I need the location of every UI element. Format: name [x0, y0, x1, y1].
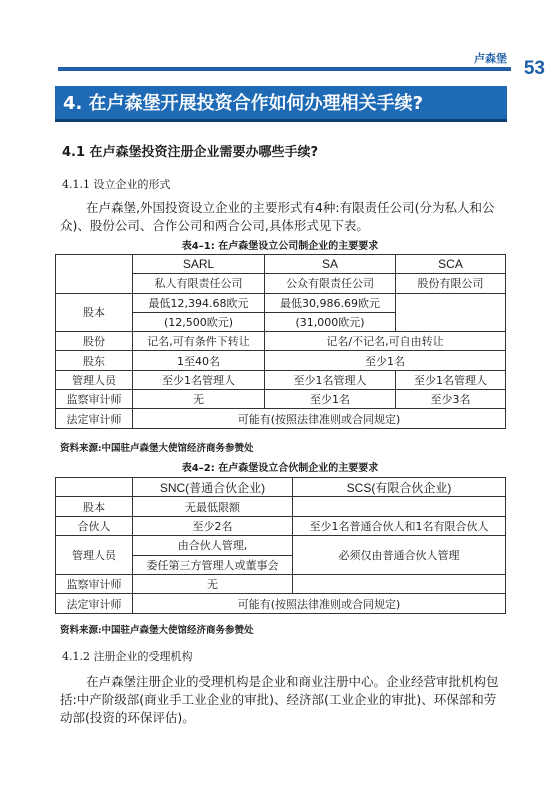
table-cell: 记名,可有条件下转让 [133, 332, 265, 351]
table-cell: 监察审计师 [56, 574, 133, 593]
table-cell: 可能有(按照法律准则或合同规定) [133, 594, 506, 613]
table-cell: 私人有限责任公司 [133, 274, 265, 293]
table-cell: SA [265, 255, 396, 274]
table-row [56, 255, 506, 274]
table-row [56, 594, 506, 613]
table-row [56, 390, 506, 409]
table-cell: 公众有限责任公司 [265, 274, 396, 293]
subsection-title-411: 4.1.1 设立企业的形式 [62, 178, 171, 191]
table-cell: 至少1名 [265, 351, 506, 370]
table-cell [56, 274, 133, 293]
table-cell: 必须仅由普通合伙人管理 [293, 536, 506, 575]
table-row [56, 574, 506, 593]
table-cell: 至少1名 [265, 390, 396, 409]
table-cell: 最低12,394.68欧元 [133, 293, 265, 312]
table-cell [56, 255, 133, 274]
paragraph-412: 在卢森堡注册企业的受理机构是企业和商业注册中心。企业经营审批机构包括:中产阶级部(商业手工业企业的审批)、经济部(工业企业的审批)、环保部和劳动部(投资的环保评估)。 [60, 674, 499, 725]
table-cell: 无 [133, 390, 265, 409]
table-cell [56, 478, 133, 497]
table-row [56, 516, 506, 535]
table-row [56, 293, 506, 312]
table-cell: 至少3名 [396, 390, 506, 409]
table-cell: 可能有(按照法律准则或合同规定) [133, 409, 506, 428]
table-cell [396, 293, 506, 332]
table-partnership-forms [55, 477, 506, 614]
subsection-title-412: 4.1.2 注册企业的受理机构 [62, 650, 193, 663]
chapter-title: 4. 在卢森堡开展投资合作如何办理相关手续? [55, 86, 507, 122]
table-cell [293, 574, 506, 593]
table-cell: SCS(有限合伙企业) [293, 478, 506, 497]
table-cell: 合伙人 [56, 516, 133, 535]
table-cell: 法定审计师 [56, 409, 133, 428]
table-row [56, 351, 506, 370]
table-row [56, 332, 506, 351]
header-rule [58, 67, 511, 71]
table-cell: 委任第三方管理人或董事会 [133, 555, 293, 574]
table-cell: 股份 [56, 332, 133, 351]
table-cell: 股东 [56, 351, 133, 370]
table-cell: 至少1名管理人 [265, 370, 396, 389]
table-row [56, 370, 506, 389]
table2-source: 资料来源:中国驻卢森堡大使馆经济商务参赞处 [60, 625, 254, 636]
paragraph-411: 在卢森堡,外国投资设立企业的主要形式有4种:有限责任公司(分为私人和公众)、股份公司、合作公司和两合公司,具体形式见下表。 [60, 200, 495, 233]
table-cell: 最低30,986.69欧元 [265, 293, 396, 312]
table-cell: 无 [133, 574, 293, 593]
table-cell: (12,500欧元) [133, 312, 265, 331]
table-row [56, 497, 506, 516]
table-cell: 至少2名 [133, 516, 293, 535]
table-row [56, 409, 506, 428]
table-row [56, 536, 506, 555]
table-row [56, 478, 506, 497]
header-brand: 卢森堡 [474, 52, 507, 65]
table1-caption: 表4–1: 在卢森堡设立公司制企业的主要要求 [181, 241, 379, 252]
table-cell: SCA [396, 255, 506, 274]
table-cell: (31,000欧元) [265, 312, 396, 331]
page-number: 53 [523, 58, 545, 79]
table-cell: 记名/不记名,可自由转让 [265, 332, 506, 351]
table-cell: 至少1名管理人 [396, 370, 506, 389]
table-cell: 至少1名普通合伙人和1名有限合伙人 [293, 516, 506, 535]
table-cell: 股本 [56, 497, 133, 516]
table-row [56, 274, 506, 293]
table-cell: 股本 [56, 293, 133, 332]
table-cell: SARL [133, 255, 265, 274]
table-cell: 由合伙人管理, [133, 536, 293, 555]
table-cell: 无最低限额 [133, 497, 293, 516]
table1-source: 资料来源:中国驻卢森堡大使馆经济商务参赞处 [60, 443, 254, 454]
table-cell: 至少1名管理人 [133, 370, 265, 389]
table-cell: 监察审计师 [56, 390, 133, 409]
table-cell [293, 497, 506, 516]
table2-caption: 表4–2: 在卢森堡设立合伙制企业的主要要求 [181, 463, 379, 474]
table-cell: 股份有限公司 [396, 274, 506, 293]
section-title: 4.1 在卢森堡投资注册企业需要办哪些手续? [62, 145, 319, 160]
table-corporate-forms [55, 254, 506, 429]
table-cell: 1至40名 [133, 351, 265, 370]
table-cell: 管理人员 [56, 370, 133, 389]
table-cell: 管理人员 [56, 536, 133, 575]
table-cell: SNC(普通合伙企业) [133, 478, 293, 497]
table-cell: 法定审计师 [56, 594, 133, 613]
